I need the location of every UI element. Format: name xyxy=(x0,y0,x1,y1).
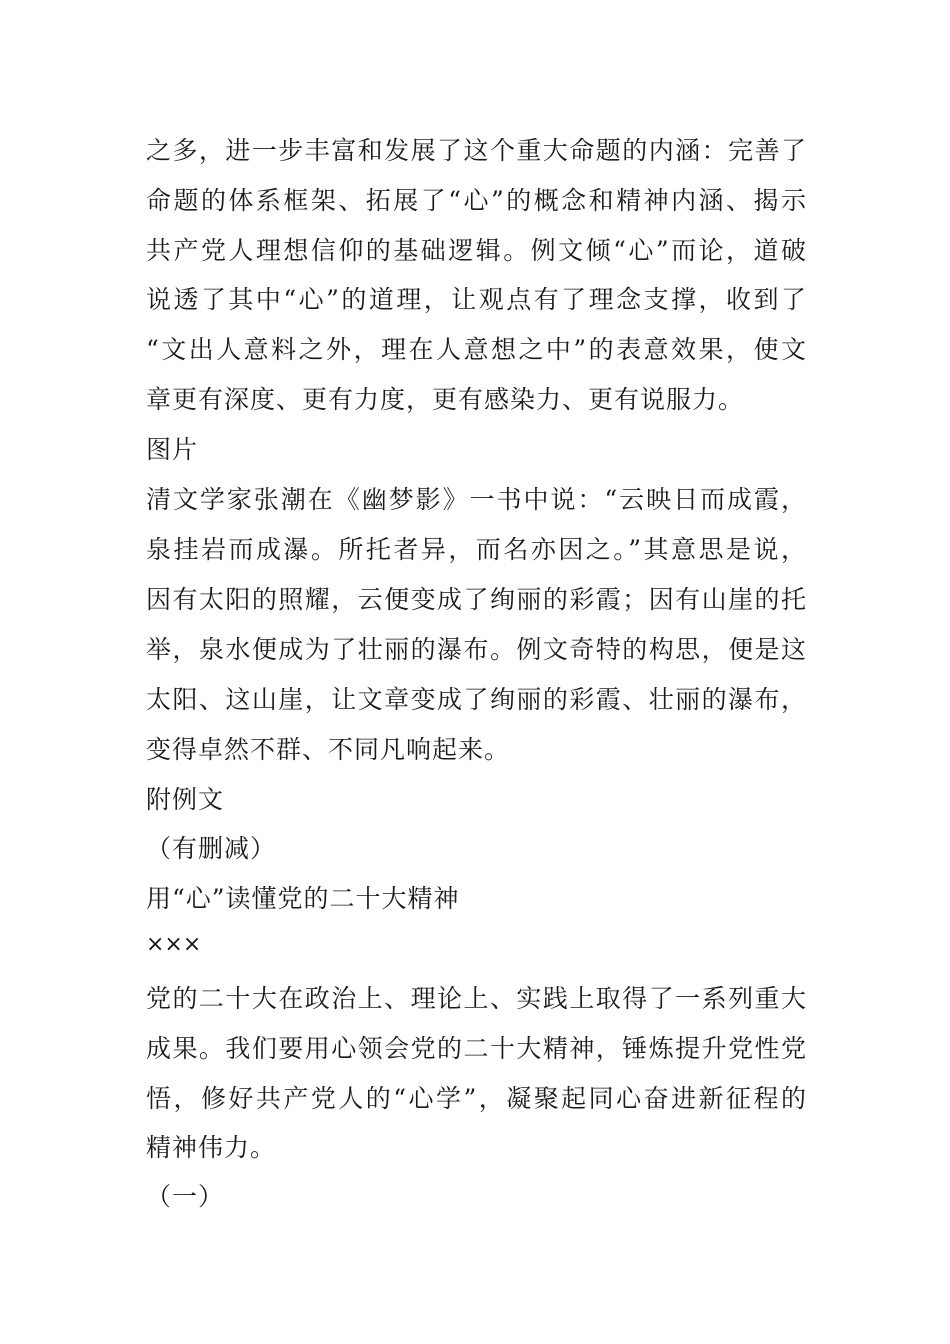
paragraph-2-line-4: 举，泉水便成为了壮丽的瀑布。例文奇特的构思，便是这 xyxy=(146,635,806,664)
paragraph-2-line-2: 泉挂岩而成瀑。所托者异，而名亦因之。”其意思是说， xyxy=(146,535,806,564)
paragraph-2-line-3: 因有太阳的照耀，云便变成了绚丽的彩霞；因有山崖的托 xyxy=(146,585,806,614)
paragraph-2-line-1: 清文学家张潮在《幽梦影》一书中说：“云映日而成霞， xyxy=(146,485,806,514)
paragraph-1-line-6: 章更有深度、更有力度，更有感染力、更有说服力。 xyxy=(146,385,745,414)
appendix-label: 附例文 xyxy=(146,785,225,814)
image-placeholder-label: 图片 xyxy=(146,435,199,464)
paragraph-3-line-4: 精神伟力。 xyxy=(146,1133,277,1162)
paragraph-3-line-3: 悟，修好共产党人的“心学”，凝聚起同心奋进新征程的 xyxy=(146,1084,806,1113)
abridged-note: （有删减） xyxy=(146,834,277,863)
paragraph-3-line-2: 成果。我们要用心领会党的二十大精神，锤炼提升党性党 xyxy=(146,1034,806,1063)
paragraph-2-line-6: 变得卓然不群、不同凡响起来。 xyxy=(146,735,511,764)
essay-title: 用“心”读懂党的二十大精神 xyxy=(146,884,460,913)
paragraph-2-line-5: 太阳、这山崖，让文章变成了绚丽的彩霞、壮丽的瀑布， xyxy=(146,685,806,714)
paragraph-1-line-2: 命题的体系框架、拓展了“心”的概念和精神内涵、揭示 xyxy=(146,186,806,215)
paragraph-1-line-3: 共产党人理想信仰的基础逻辑。例文倾“心”而论，道破 xyxy=(146,236,806,265)
section-marker: （一） xyxy=(146,1182,225,1211)
paragraph-1-line-5: “文出人意料之外，理在人意想之中”的表意效果，使文 xyxy=(146,335,806,364)
paragraph-1-line-1: 之多，进一步丰富和发展了这个重大命题的内涵：完善了 xyxy=(146,136,806,165)
paragraph-1-line-4: 说透了其中“心”的道理，让观点有了理念支撑，收到了 xyxy=(146,285,806,314)
paragraph-3-line-1: 党的二十大在政治上、理论上、实践上取得了一系列重大 xyxy=(146,984,806,1013)
essay-author: ××× xyxy=(146,932,202,957)
